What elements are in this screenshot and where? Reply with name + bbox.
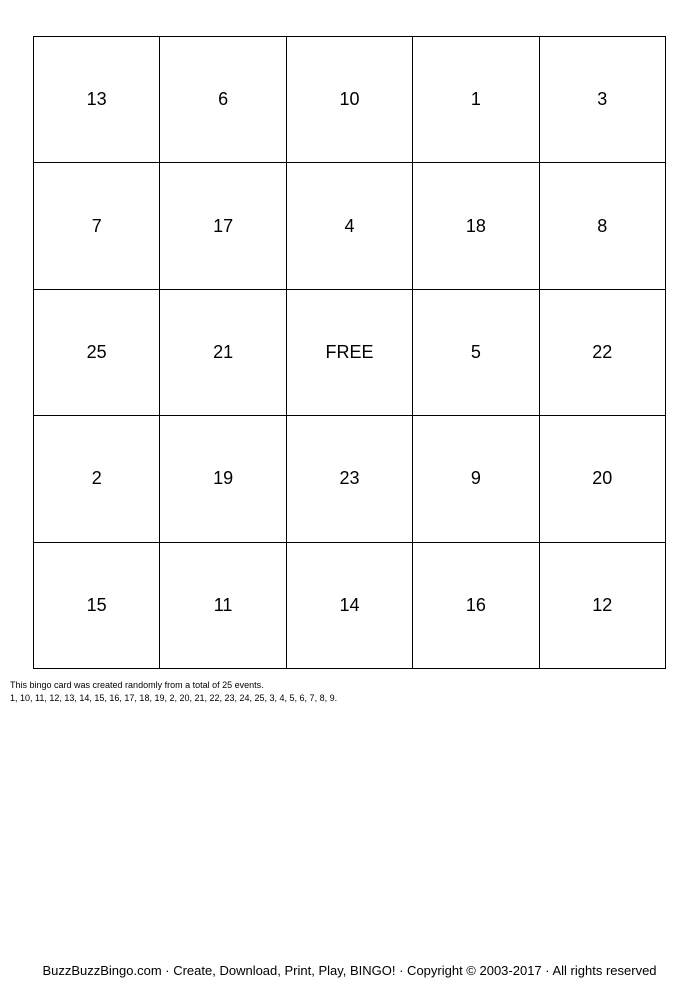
bingo-cell: 23 — [287, 416, 413, 542]
bingo-cell: 6 — [160, 37, 286, 163]
bingo-cell: 19 — [160, 416, 286, 542]
bingo-cell: 25 — [34, 290, 160, 416]
bingo-cell: 1 — [413, 37, 539, 163]
bingo-free-space: FREE — [287, 290, 413, 416]
bingo-cell: 22 — [540, 290, 666, 416]
bingo-cell: 14 — [287, 543, 413, 669]
bingo-cell: 4 — [287, 163, 413, 289]
bingo-cell: 15 — [34, 543, 160, 669]
bingo-cell: 13 — [34, 37, 160, 163]
bingo-cell: 21 — [160, 290, 286, 416]
footer-copyright: BuzzBuzzBingo.com · Create, Download, Print, Play, BINGO! · Copyright © 2003-2017 · All rights reserved — [42, 963, 657, 978]
bingo-cell: 20 — [540, 416, 666, 542]
bingo-cell: 16 — [413, 543, 539, 669]
bingo-cell: 8 — [540, 163, 666, 289]
event-list-text: 1, 10, 11, 12, 13, 14, 15, 16, 17, 18, 19, 2, 20, 21, 22, 23, 24, 25, 3, 4, 5, 6, 7, 8, 9. — [10, 693, 338, 703]
bingo-cell: 18 — [413, 163, 539, 289]
bingo-cell: 3 — [540, 37, 666, 163]
bingo-cell: 5 — [413, 290, 539, 416]
card-info-text: This bingo card was created randomly from a total of 25 events. — [10, 680, 264, 690]
bingo-card — [33, 36, 666, 669]
bingo-cell: 11 — [160, 543, 286, 669]
bingo-cell: 10 — [287, 37, 413, 163]
bingo-cell: 7 — [34, 163, 160, 289]
bingo-cell: 12 — [540, 543, 666, 669]
bingo-cell: 2 — [34, 416, 160, 542]
bingo-cell: 17 — [160, 163, 286, 289]
bingo-cell: 9 — [413, 416, 539, 542]
